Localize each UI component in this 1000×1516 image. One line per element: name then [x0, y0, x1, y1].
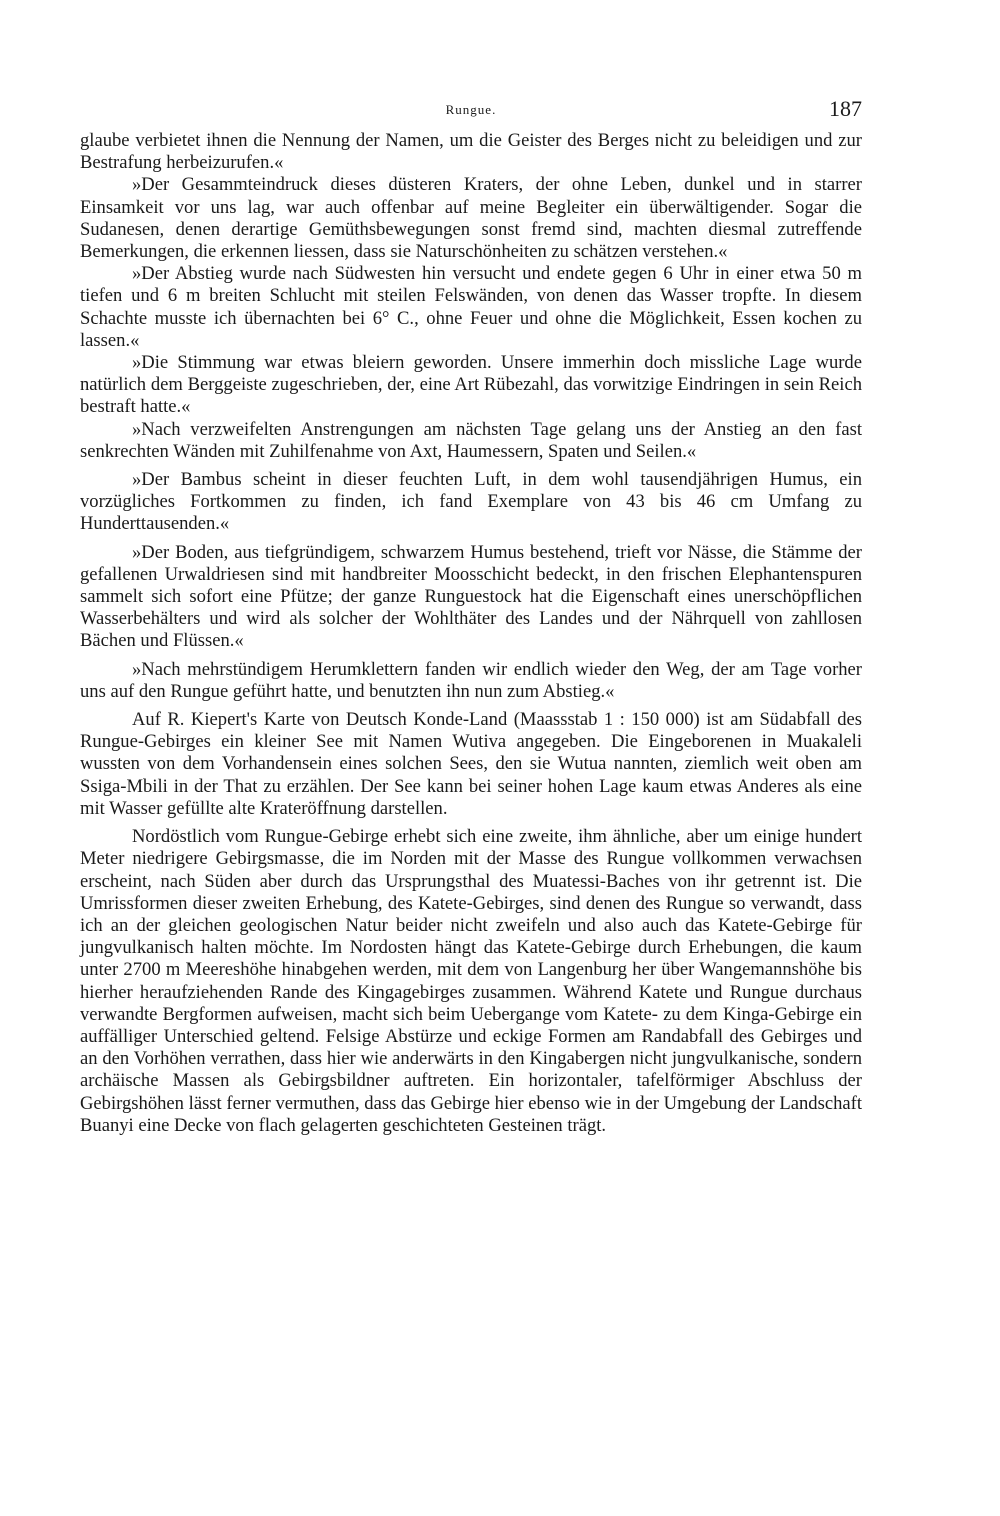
running-head [80, 96, 862, 130]
paragraph-quote-soil: »Der Boden, aus tiefgründigem, schwarzem Humus bestehend, trieft vor Nässe, die Stämme der gefallenen Urwaldriesen sind mit handbreiter Moosschicht bedeckt, in den frischen Elephantenspuren sammelt sich sofort eine Pfütze; der ganze Runguestock hat die Eigenschaft eines unerschöpflichen Wasserbehälters und wird als solcher der Wohlthäter des Landes und der Nährquell von zahllosen Bächen und Flüssen.« [80, 541, 862, 652]
running-title: Rungue. [445, 102, 497, 117]
page-number: 187 [829, 96, 862, 121]
paragraph-quote-mood: »Die Stimmung war etwas bleiern geworden. Unsere immerhin doch missliche Lage wurde natürlich dem Berggeiste zugeschrieben, der, eine Art Rübezahl, das vorwitzige Eindringen in sein Reich bestraft hatte.« [80, 352, 862, 418]
paragraph-continuation: glaube verbietet ihnen die Nennung der Namen, um die Geister des Berges nicht zu beleidigen und zur Bestrafung herbeizurufen.« [80, 130, 862, 174]
book-page [80, 96, 862, 1137]
body-text [80, 130, 862, 1137]
paragraph-quote-bamboo: »Der Bambus scheint in dieser feuchten Luft, in dem wohl tausendjährigen Humus, ein vorzügliches Fortkommen zu finden, ich fand Exemplare von 43 bis 46 cm Umfang zu Hunderttausenden.« [80, 469, 862, 535]
paragraph-quote-return: »Nach mehrstündigem Herumklettern fanden wir endlich wieder den Weg, der am Tage vorher uns auf den Rungue geführt hatte, und benutzten ihn nun zum Abstieg.« [80, 658, 862, 702]
paragraph-map-lake: Auf R. Kiepert's Karte von Deutsch Konde-Land (Maassstab 1 : 150 000) ist am Südabfall des Rungue-Gebirges ein kleiner See mit Namen Wutiva angegeben. Die Eingeborenen in Muakaleli wussten von dem Vorhandensein eines solchen Sees, den sie Wutua nannten, ziemlich weit oben am Ssiga-Mbili in der That zu erzählen. Der See kann bei seiner hohen Lage kaum etwas Anderes als eine mit Wasser gefüllte alte Krateröffnung darstellen. [80, 709, 862, 819]
paragraph-quote-crater: »Der Gesammteindruck dieses düsteren Kraters, der ohne Leben, dunkel und in starrer Einsamkeit vor uns lag, war auch offenbar auf meine Begleiter ein überwältigender. Sogar die Sudanesen, denen derartige Gemüthsbewegungen sonst fremd sind, machten diesmal zutreffende Bemerkungen, die erkennen liessen, dass sie Naturschönheiten zu schätzen verstehen.« [80, 174, 862, 263]
paragraph-quote-descent: »Der Abstieg wurde nach Südwesten hin versucht und endete gegen 6 Uhr in einer etwa 50 m tiefen und 6 m breiten Schlucht mit steilen Felswänden, von denen das Wasser tropfte. In diesem Schachte musste ich übernachten bei 6° C., ohne Feuer und ohne die Möglichkeit, Essen kochen zu lassen.« [80, 263, 862, 351]
paragraph-quote-ascent: »Nach verzweifelten Anstrengungen am nächsten Tage gelang uns der Anstieg an den fast senkrechten Wänden mit Zuhilfenahme von Axt, Haumessern, Spaten und Seilen.« [80, 418, 862, 462]
paragraph-katete-mountains: Nordöstlich vom Rungue-Gebirge erhebt sich eine zweite, ihm ähnliche, aber um einige hundert Meter niedrigere Gebirgsmasse, die im Norden mit der Masse des Rungue vollkommen verwachsen erscheint, nach Süden aber durch das Ursprungsthal des Muatessi-Baches von ihr getrennt ist. Die Umrissformen dieser zweiten Erhebung, des Katete-Gebirges, sind denen des Rungue so verwandt, dass ich an der gleichen geologischen Natur beider nicht zweifeln und also auch das Katete-Gebirge für jungvulkanisch halten möchte. Im Nordosten hängt das Katete-Gebirge durch Erhebungen, die kaum unter 2700 m Meereshöhe hinabgehen werden, mit dem von Langenburg her über Wangemannshöhe bis hierher heraufziehenden Rande des Kingagebirges zusammen. Während Katete und Rungue durchaus verwandte Bergformen aufweisen, macht sich beim Uebergange vom Katete- zu dem Kinga-Gebirge ein auffälliger Unterschied geltend. Felsige Abstürze und eckige Formen am Randabfall des Gebirges und an den Vorhöhen verrathen, dass hier wie anderwärts in den Kingabergen nicht jungvulkanische, sondern archäische Massen als Gebirgsbildner auftreten. Ein horizontaler, tafelförmiger Abschluss der Gebirgshöhen lässt ferner vermuthen, dass das Gebirge hier ebenso wie in der Umgebung der Landschaft Buanyi eine Decke von flach gelagerten geschichteten Gesteinen trägt. [80, 826, 862, 1136]
